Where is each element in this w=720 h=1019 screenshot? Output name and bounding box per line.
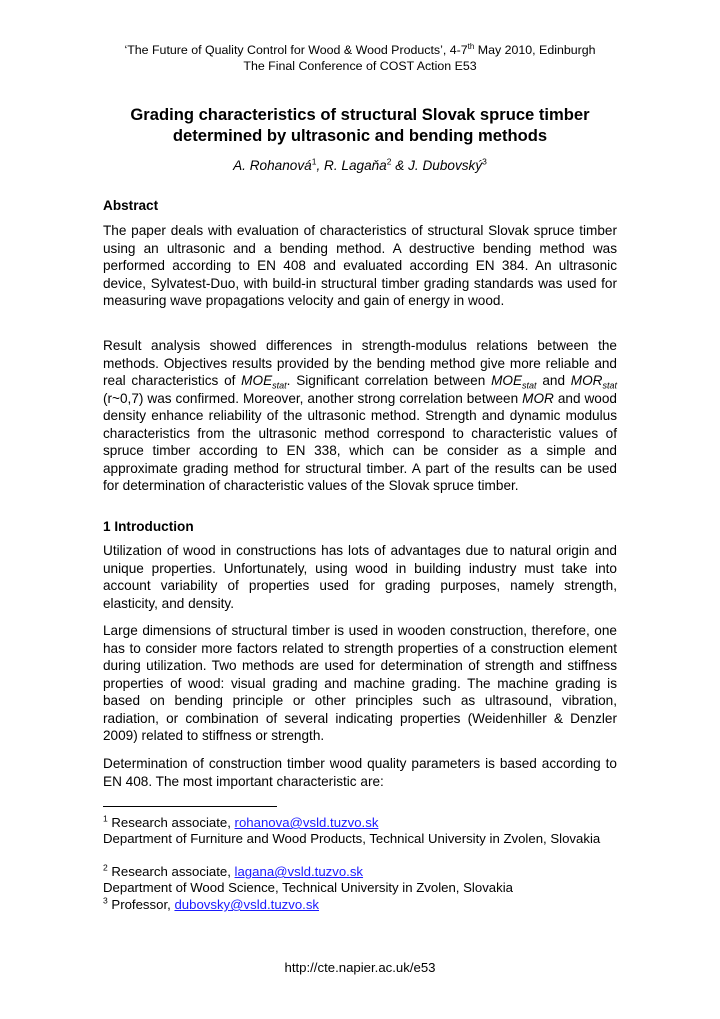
footnote-marker: 1 <box>103 813 108 824</box>
author-3: J. Dubovský <box>408 158 483 173</box>
abstract-text: and <box>536 373 571 388</box>
footnote-role: Professor, <box>107 897 175 912</box>
symbol-subscript: stat <box>272 380 287 391</box>
footnote-2 <box>103 864 623 896</box>
footnote-1 <box>103 815 623 847</box>
header-superscript: th <box>467 41 475 51</box>
footnote-separator <box>103 806 277 807</box>
header-text: ‘The Future of Quality Control for Wood & Wood Products’, 4-7 <box>124 43 468 57</box>
email-link-lagana[interactable]: lagana@vsld.tuzvo.sk <box>234 864 364 879</box>
paper-title <box>60 104 660 146</box>
title-line-2: determined by ultrasonic and bending methods <box>172 126 548 145</box>
symbol-mor: MOR <box>522 390 554 406</box>
author-3-affil: 3 <box>482 156 487 167</box>
header-line-2: The Final Conference of COST Action E53 <box>243 59 477 73</box>
footnote-3 <box>103 897 623 913</box>
email-link-dubovsky[interactable]: dubovsky@vsld.tuzvo.sk <box>174 897 320 912</box>
symbol-moe: MOE <box>241 373 273 388</box>
author-1: A. Rohanová <box>233 158 312 173</box>
email-link-rohanova[interactable]: rohanova@vsld.tuzvo.sk <box>234 815 379 830</box>
introduction-paragraph-3: Determination of construction timber wood quality parameters is based according to EN 408. The most important characteristic are: <box>103 756 617 789</box>
conference-header <box>0 42 720 74</box>
author-2-affil: 2 <box>386 156 392 167</box>
abstract-paragraph-1: The paper deals with evaluation of characteristics of structural Slovak spruce timber using an ultrasonic and a bending method. A destructive bending method was performed according to EN 408 and evaluated according EN 384. An ultrasonic device, Sylvatest-Duo, with build-in structural timber grading standards was used for measuring wave propagations velocity and gain of energy in wood. <box>103 223 617 308</box>
author-separator: & <box>391 158 409 173</box>
footnote-department: Department of Wood Science, Technical University in Zvolen, Slovakia <box>103 880 513 896</box>
abstract-text: (r~0,7) was confirmed. Moreover, another strong correlation between <box>103 390 523 406</box>
header-line-1 <box>0 42 720 58</box>
footnote-role: Research associate, <box>107 864 235 879</box>
page-footer-url: http://cte.napier.ac.uk/e53 <box>284 960 436 975</box>
abstract-text: and wood density enhance reliability of the ultrasonic method. Strength and dynamic modulus characteristics from the ultrasonic method correspond to characteristic values of spruce timber according to EN 338, which can be consider as a simple and approximate grading method for structural timber. A part of the results can be used for determination of characteristic values of the Slovak spruce timber. <box>103 390 617 493</box>
introduction-heading: 1 Introduction <box>103 519 194 534</box>
author-separator: , <box>316 158 325 173</box>
symbol-subscript: stat <box>602 380 618 391</box>
abstract-text: . Significant correlation between <box>286 373 492 388</box>
introduction-paragraph-2: Large dimensions of structural timber is used in wooden construction, therefore, one has to consider more factors related to strength properties of a construction element during utilization. Two methods are used for determination of strength and stiffness properties of wood: visual grading and machine grading. The machine grading is based on bending principle or other principles such as ultrasound, vibration, radiation, or combination of several indicating properties (Weidenhiller & Denzler 2009) related to stiffness or strength. <box>103 623 617 743</box>
footnote-department: Department of Furniture and Wood Products, Technical University in Zvolen, Slovakia <box>103 831 601 847</box>
author-1-affil: 1 <box>311 156 317 167</box>
author-2: R. Lagaňa <box>324 158 387 173</box>
footnote-role: Research associate, <box>107 815 235 830</box>
author-list <box>0 157 720 175</box>
abstract-paragraph-2 <box>103 337 617 495</box>
abstract-text: Result analysis showed differences in strength-modulus relations between the methods. Objectives results provided by the bending method give more reliable and real characteristics of <box>103 338 617 388</box>
header-text-end: May 2010, Edinburgh <box>474 43 596 57</box>
abstract-heading: Abstract <box>103 198 159 213</box>
footnote-marker: 2 <box>103 862 108 873</box>
symbol-moe: MOE <box>491 373 523 388</box>
symbol-subscript: stat <box>522 380 537 391</box>
introduction-paragraph-1: Utilization of wood in constructions has lots of advantages due to natural origin and unique properties. Unfortunately, using wood in building industry must take into account variability of properties used for grading purposes, namely strength, elasticity, and density. <box>103 543 617 611</box>
title-line-1: Grading characteristics of structural Slovak spruce timber <box>130 105 590 124</box>
footnote-marker: 3 <box>103 895 108 906</box>
symbol-mor: MOR <box>570 373 603 388</box>
